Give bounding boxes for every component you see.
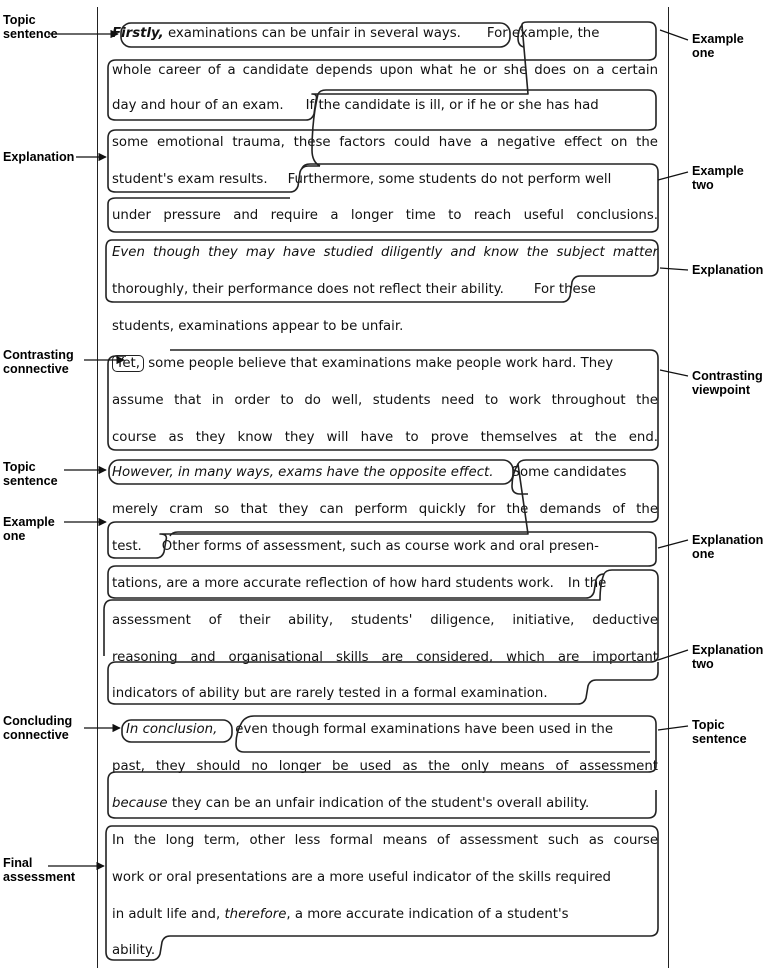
text-line-11: assume that in order to do well, students need to work throughout the (112, 393, 658, 408)
label-explanation-2: Explanation (692, 263, 764, 277)
text-line-3: day and hour of an exam. If the candidate is ill, or if he or she has had (112, 98, 599, 113)
text-line-1: Firstly, examinations can be unfair in several ways. For example, the (112, 26, 600, 41)
text-line-24: work or oral presentations are a more useful indicator of the skills required (112, 870, 611, 885)
outline-final-assessment (106, 826, 658, 960)
label-example-one-1: Example one (692, 32, 744, 60)
text-line-2: whole career of a candidate depends upon what he or she does on a certain (112, 63, 658, 78)
text-line-10: Yet, some people believe that examinations make people work hard. They (112, 354, 658, 374)
label-topic-sentence-2: Topic sentence (3, 460, 58, 488)
text-line-6: under pressure and require a longer time to reach useful conclusions. (112, 208, 658, 223)
label-final-assessment: Final assessment (3, 856, 76, 884)
text-line-21: past, they should no longer be used as the only means of assessment (112, 759, 658, 774)
outline-explanation-2 (106, 240, 658, 302)
outline-concluding-connective (122, 720, 232, 742)
text-line-25: in adult life and, therefore, a more accurate indication of a student's (112, 907, 569, 922)
outline-explanation-two (108, 570, 658, 704)
label-explanation-one: Explanation one (692, 533, 764, 561)
label-explanation-two: Explanation two (692, 643, 764, 671)
text-line-7: Even though they may have studied diligently and know the subject matter (112, 245, 658, 260)
text-line-14: merely cram so that they can perform quickly for the demands of the (112, 502, 658, 517)
text-line-20: In conclusion, even though formal examinations have been used in the (126, 722, 614, 737)
outline-topic-sentence-2 (109, 460, 513, 484)
label-example-one-2: Example one (3, 515, 55, 543)
outline-example-one-2 (108, 460, 658, 558)
label-contrasting-connective: Contrasting connective (3, 348, 74, 376)
outline-contrasting-viewpoint (108, 350, 658, 450)
text-line-9: students, examinations appear to be unfair. (112, 319, 404, 334)
label-topic-sentence-3: Topic sentence (692, 718, 747, 746)
label-concluding-connective: Concluding connective (3, 714, 73, 742)
text-line-16: tations, are a more accurate reflection of how hard students work. In the (112, 576, 607, 591)
text-line-15: test. Other forms of assessment, such as course work and oral presen- (112, 539, 599, 554)
outline-topic-sentence-1 (121, 23, 510, 47)
text-line-8: thoroughly, their performance does not reflect their ability. For these (112, 282, 596, 297)
label-example-two: Example two (692, 164, 744, 192)
text-line-13: However, in many ways, exams have the opposite effect. Some candidates (112, 465, 627, 480)
text-line-18: reasoning and organisational skills are considered, which are important (112, 650, 658, 665)
label-explanation-1: Explanation (3, 150, 75, 164)
text-line-5: student's exam results. Furthermore, some students do not perform well (112, 172, 612, 187)
outline-explanation-one (108, 532, 656, 598)
text-line-12: course as they know they will have to prove themselves at the end. (112, 430, 658, 445)
text-line-23: In the long term, other less formal means of assessment such as course (112, 833, 658, 848)
text-line-19: indicators of ability but are rarely tested in a formal examination. (112, 686, 548, 701)
outline-topic-sentence-3 (108, 716, 656, 818)
text-line-4: some emotional trauma, these factors could have a negative effect on the (112, 135, 658, 150)
yet-connective-box: Yet, (112, 355, 144, 372)
label-topic-sentence-1: Topic sentence (3, 13, 58, 41)
text-line-17: assessment of their ability, students' diligence, initiative, deductive (112, 613, 658, 628)
outline-explanation-1 (108, 90, 656, 192)
outline-example-one-1 (108, 22, 656, 120)
outline-example-two (108, 164, 658, 232)
text-line-22: because they can be an unfair indication of the student's overall ability. (112, 796, 590, 811)
label-contrasting-viewpoint: Contrasting viewpoint (692, 369, 763, 397)
text-line-26: ability. (112, 943, 156, 958)
